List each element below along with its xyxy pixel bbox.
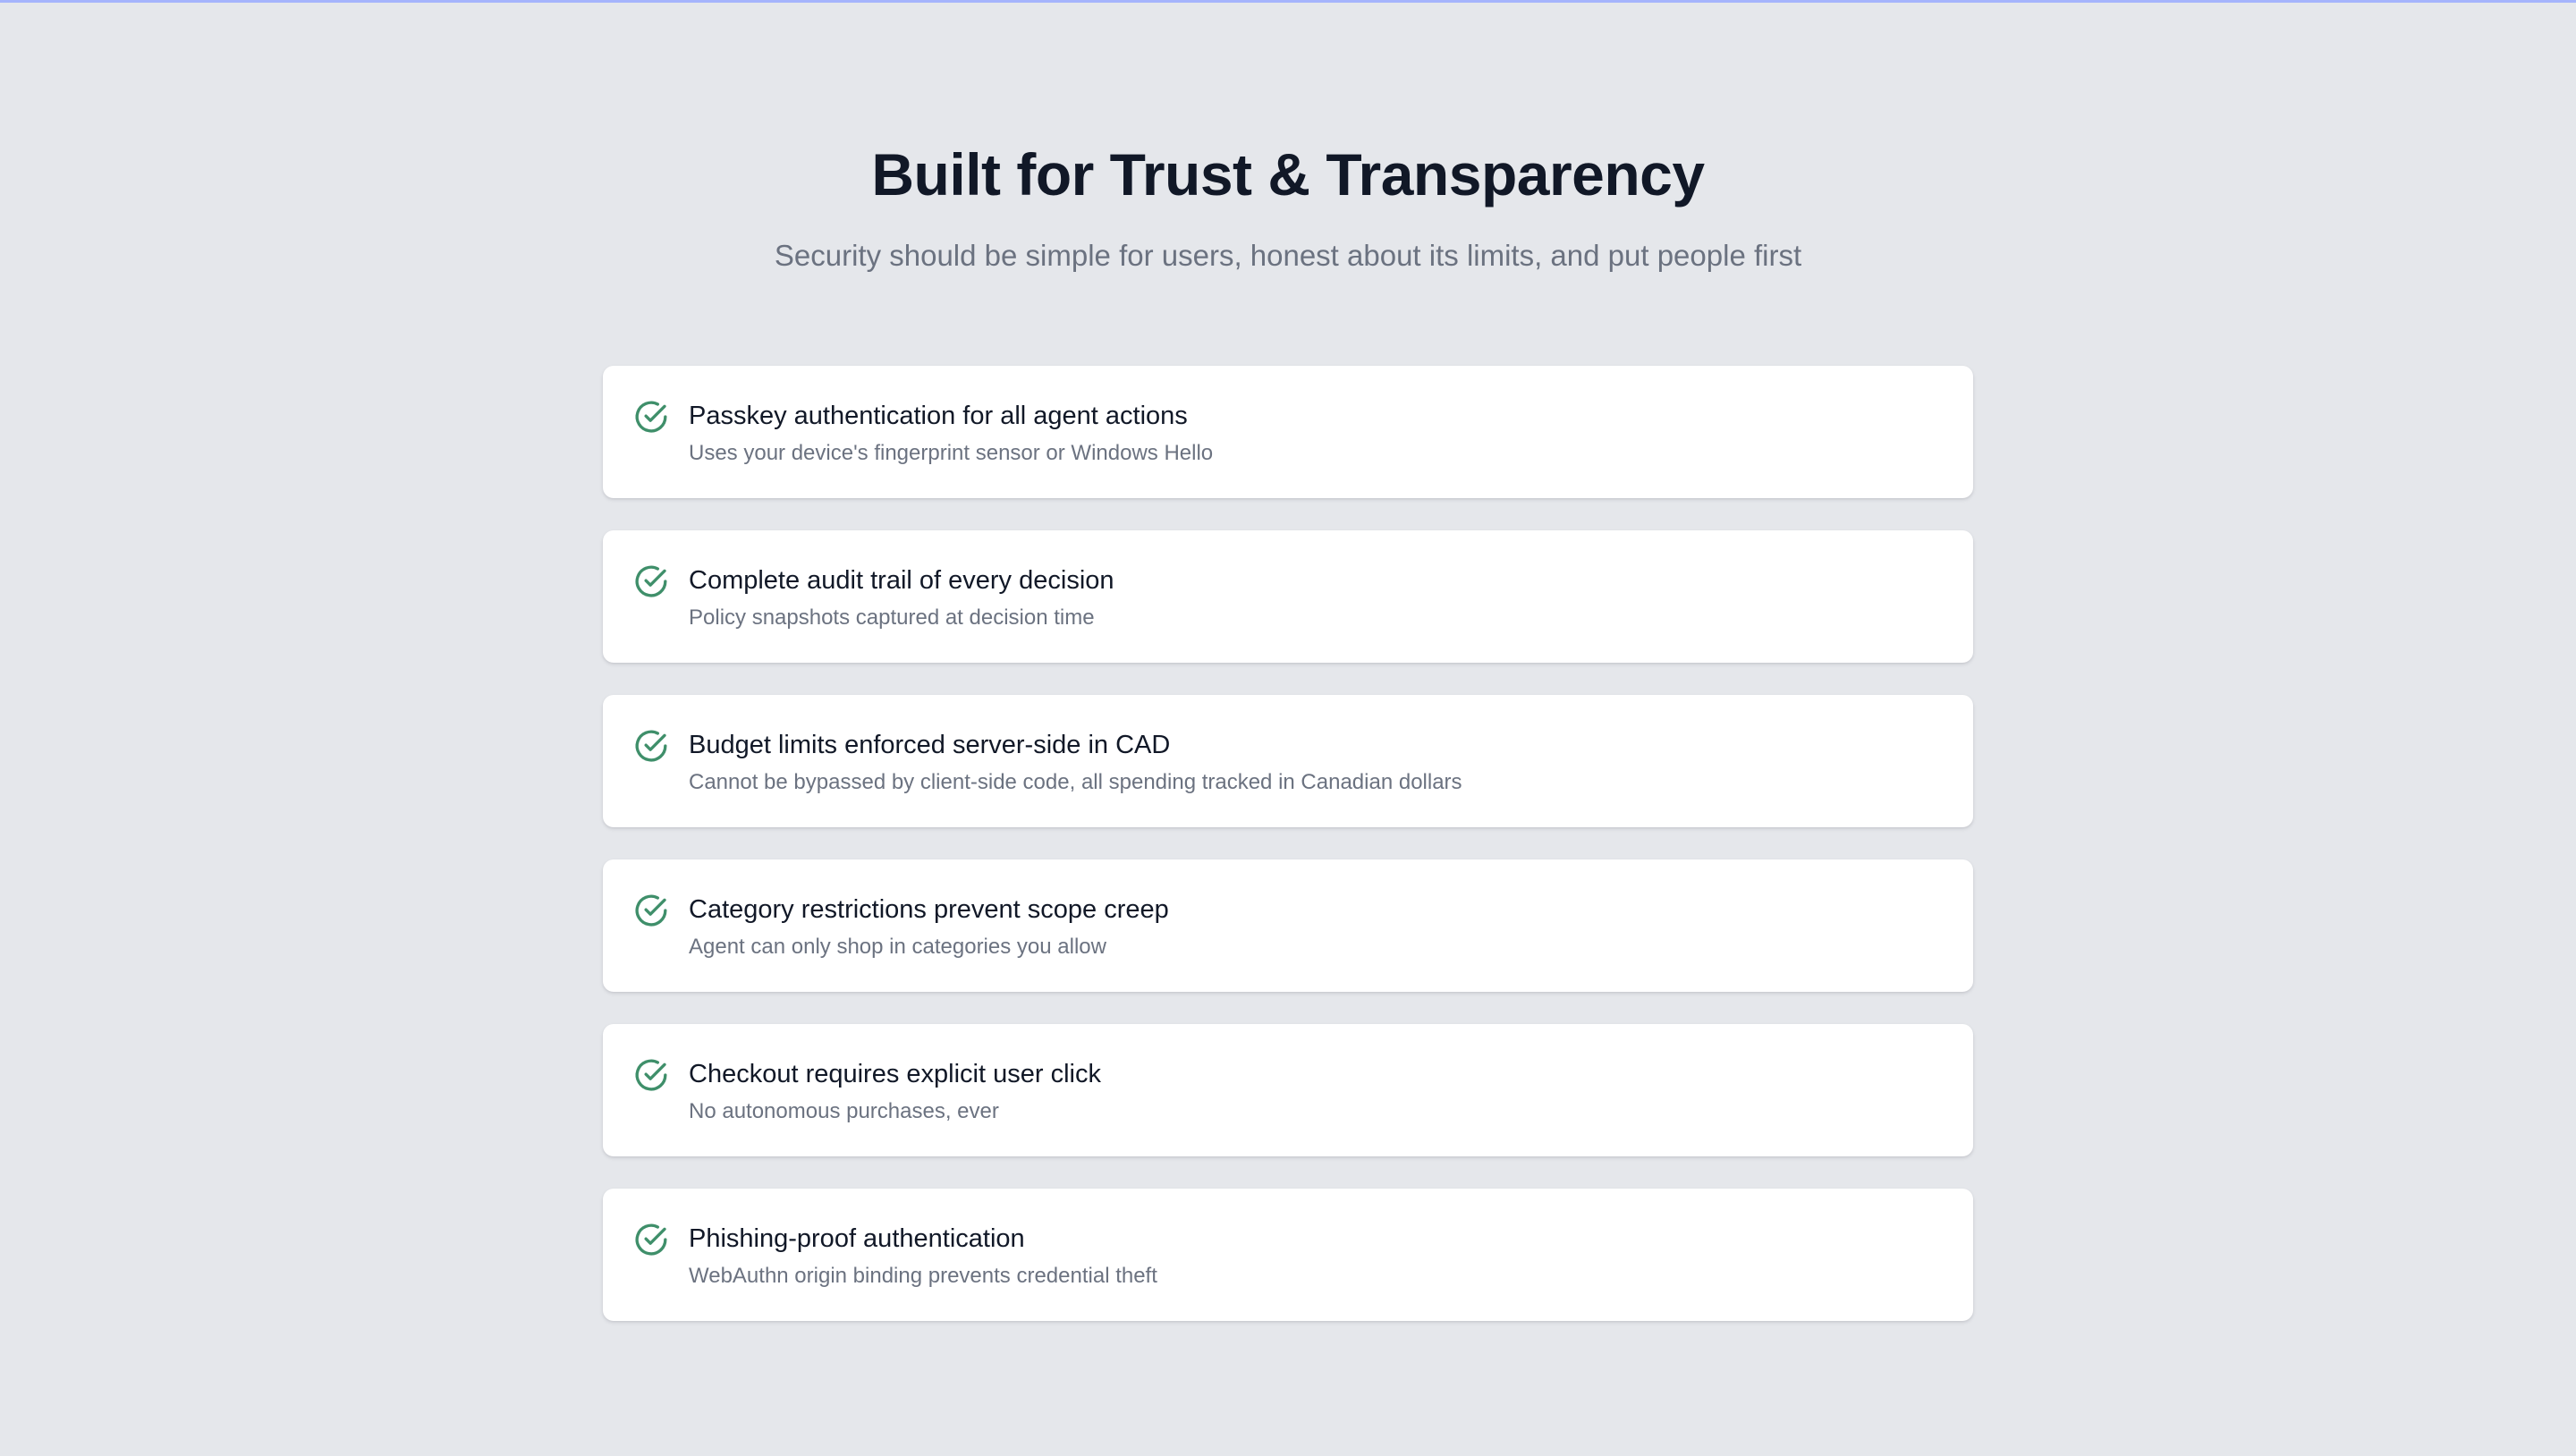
feature-card (603, 1024, 1973, 1156)
check-circle-icon (633, 893, 669, 928)
feature-title: Category restrictions prevent scope creep (689, 895, 1169, 924)
feature-card (603, 1189, 1973, 1321)
check-circle-icon (633, 728, 669, 764)
feature-card (603, 366, 1973, 498)
feature-title: Checkout requires explicit user click (689, 1060, 1101, 1088)
feature-title: Phishing-proof authentication (689, 1224, 1025, 1253)
feature-list (603, 366, 1973, 1353)
feature-description: Agent can only shop in categories you allow (689, 935, 1106, 959)
feature-description: Policy snapshots captured at decision time (689, 605, 1095, 630)
feature-description: Cannot be bypassed by client-side code, all spending tracked in Canadian dollars (689, 770, 1462, 794)
check-circle-icon (633, 1222, 669, 1257)
feature-title: Complete audit trail of every decision (689, 566, 1114, 595)
page-subtitle: Security should be simple for users, honest about its limits, and put people first (774, 239, 1802, 272)
feature-description: Uses your device's fingerprint sensor or Windows Hello (689, 441, 1214, 465)
feature-title: Budget limits enforced server-side in CAD (689, 731, 1171, 759)
page-title: Built for Trust & Transparency (871, 141, 1705, 207)
feature-title: Passkey authentication for all agent actions (689, 402, 1188, 430)
feature-description: No autonomous purchases, ever (689, 1099, 999, 1123)
feature-card (603, 859, 1973, 992)
feature-description: WebAuthn origin binding prevents credential theft (689, 1264, 1157, 1288)
feature-card (603, 695, 1973, 827)
check-circle-icon (633, 1057, 669, 1093)
feature-card (603, 530, 1973, 663)
check-circle-icon (633, 563, 669, 599)
check-circle-icon (633, 399, 669, 435)
